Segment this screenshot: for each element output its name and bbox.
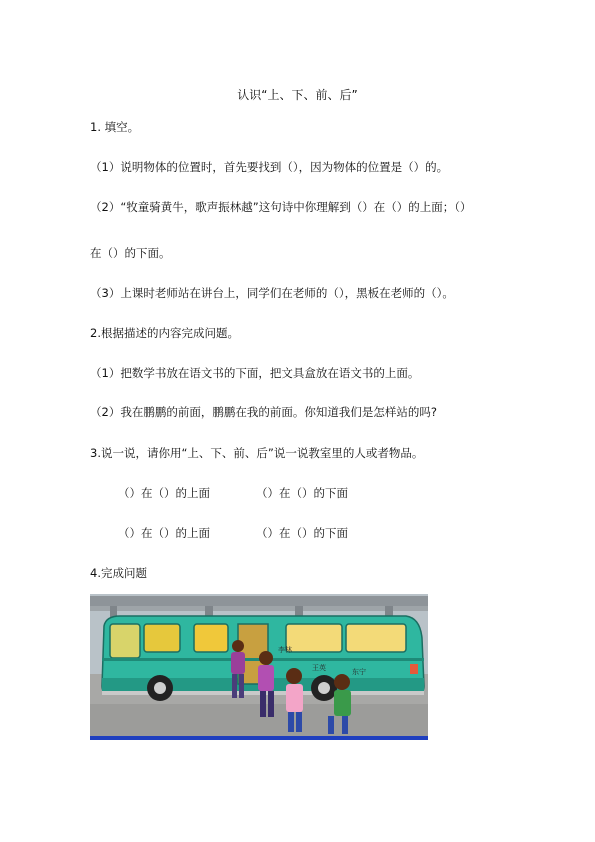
q3-row2-left: （）在（）的上面	[118, 526, 210, 540]
q2-item-1: （1）把数学书放在语文书的下面，把文具盒放在语文书的上面。	[90, 366, 420, 380]
label-li-lin: 李林	[278, 646, 292, 654]
q1-item-3: （3）上课时老师站在讲台上，同学们在老师的（），黑板在老师的（）。	[90, 286, 454, 300]
label-wang-ying: 王英	[312, 664, 326, 672]
q3-heading: 3.说一说，请你用“上、下、前、后”说一说教室里的人或者物品。	[90, 446, 424, 460]
q1-item-2-line-1: （2）“牧童骑黄牛，歌声振林越”这句诗中你理解到（）在（）的上面；（）	[90, 200, 472, 214]
q1-item-1: （1）说明物体的位置时，首先要找到（），因为物体的位置是（）的。	[90, 160, 449, 174]
q2-heading: 2.根据描述的内容完成问题。	[90, 326, 239, 340]
q4-heading: 4.完成问题	[90, 566, 147, 580]
page-title: 认识“上、下、前、后”	[237, 88, 358, 102]
q3-row1-right: （）在（）的下面	[256, 486, 348, 500]
q1-item-2-line-2: 在（）的下面。	[90, 246, 171, 260]
q3-row1-left: （）在（）的上面	[118, 486, 210, 500]
bus-scene-image	[90, 594, 428, 740]
q2-item-2: （2）我在鹏鹏的前面，鹏鹏在我的前面。你知道我们是怎样站的吗?	[90, 405, 437, 419]
label-dong-ning: 东宁	[352, 668, 366, 676]
q1-heading: 1. 填空。	[90, 120, 140, 134]
q3-row2-right: （）在（）的下面	[256, 526, 348, 540]
